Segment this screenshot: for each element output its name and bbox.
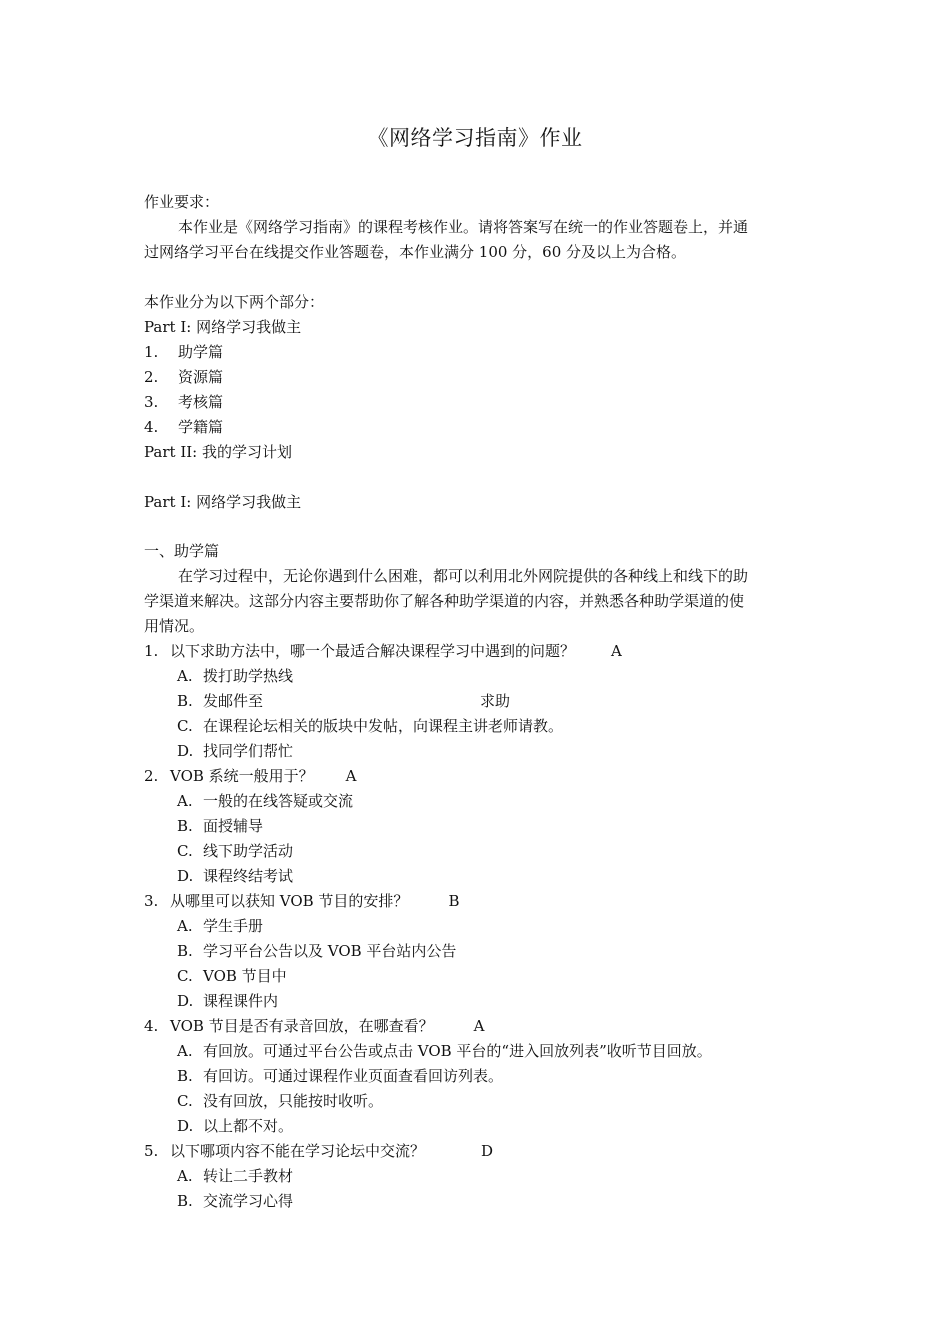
- option-text: 发邮件至: [203, 692, 264, 710]
- question-2: [144, 766, 357, 786]
- option-letter: A.: [177, 917, 193, 935]
- structure-item: [144, 367, 223, 387]
- option-text: VOB 节目中: [203, 967, 287, 985]
- option-text: 在课程论坛相关的版块中发帖，向课程主讲老师请教。: [203, 717, 564, 735]
- section-heading: 一、助学篇: [144, 542, 220, 560]
- option-c: [177, 716, 563, 736]
- requirement-heading: 作业要求：: [144, 193, 220, 211]
- question-1: [144, 641, 622, 661]
- option-letter: A.: [177, 1042, 193, 1060]
- option-letter: B.: [177, 1192, 193, 1210]
- option-text: 交流学习心得: [203, 1192, 294, 1210]
- option-letter: C.: [177, 967, 193, 985]
- option-text: 课程课件内: [203, 992, 279, 1010]
- option-text: 拨打助学热线: [203, 667, 294, 685]
- question-number: 1.: [144, 642, 159, 660]
- option-text: 学生手册: [203, 917, 264, 935]
- question-text: 以下求助方法中，哪一个最适合解决课程学习中遇到的问题？: [170, 642, 576, 660]
- question-4: [144, 1016, 485, 1036]
- option-text: 找同学们帮忙: [203, 742, 294, 760]
- requirement-para-line1: 本作业是《网络学习指南》的课程考核作业。请将答案写在统一的作业答题卷上，并通: [178, 218, 749, 236]
- option-text: 课程终结考试: [203, 867, 294, 885]
- option-b: [177, 691, 263, 711]
- option-c: [177, 966, 287, 986]
- structure-item-num: 1.: [144, 343, 159, 361]
- question-answer: A: [345, 767, 357, 785]
- structure-item: [144, 417, 223, 437]
- structure-item-label: 学籍篇: [178, 418, 224, 436]
- requirement-para-line2: 过网络学习平台在线提交作业答题卷，本作业满分 100 分，60 分及以上为合格。: [144, 243, 687, 261]
- option-letter: B.: [177, 692, 193, 710]
- option-letter: A.: [177, 1167, 193, 1185]
- structure-item-label: 资源篇: [178, 368, 224, 386]
- question-answer: A: [473, 1017, 485, 1035]
- option-b: [177, 816, 263, 836]
- option-letter: B.: [177, 1067, 193, 1085]
- option-b: [177, 1066, 503, 1086]
- option-d: [177, 741, 293, 761]
- option-a: [177, 791, 353, 811]
- structure-item-num: 3.: [144, 393, 159, 411]
- option-b-tail: 求助: [480, 692, 511, 710]
- section-intro-line2: 学渠道来解决。这部分内容主要帮助你了解各种助学渠道的内容，并熟悉各种助学渠道的使: [144, 592, 745, 610]
- question-number: 4.: [144, 1017, 159, 1035]
- question-text: 以下哪项内容不能在学习论坛中交流？: [170, 1142, 426, 1160]
- question-answer: A: [611, 642, 622, 660]
- option-letter: D.: [177, 1117, 194, 1135]
- question-number: 3.: [144, 892, 159, 910]
- option-c: [177, 1091, 383, 1111]
- option-letter: D.: [177, 742, 194, 760]
- option-a: [177, 666, 293, 686]
- question-text: VOB 系统一般用于？: [170, 767, 314, 785]
- structure-item-num: 4.: [144, 418, 159, 436]
- option-a: [177, 1166, 293, 1186]
- page-title: 《网络学习指南》作业: [367, 126, 583, 150]
- option-letter: A.: [177, 792, 193, 810]
- option-letter: C.: [177, 717, 193, 735]
- question-answer: B: [448, 892, 460, 910]
- option-text: 以上都不对。: [203, 1117, 294, 1135]
- structure-part2: Part II: 我的学习计划: [144, 443, 293, 461]
- option-text: 有回访。可通过课程作业页面查看回访列表。: [203, 1067, 504, 1085]
- question-text: 从哪里可以获知 VOB 节目的安排？: [170, 892, 409, 910]
- structure-item: [144, 342, 223, 362]
- option-letter: B.: [177, 942, 193, 960]
- structure-part1: Part I: 网络学习我做主: [144, 318, 302, 336]
- option-b: [177, 1191, 293, 1211]
- option-text: 有回放。可通过平台公告或点击 VOB 平台的“进入回放列表”收听节目回放。: [203, 1042, 712, 1060]
- section-intro-line3: 用情况。: [144, 617, 205, 635]
- option-text: 学习平台公告以及 VOB 平台站内公告: [203, 942, 457, 960]
- option-a: [177, 1041, 712, 1061]
- option-letter: A.: [177, 667, 193, 685]
- option-text: 线下助学活动: [203, 842, 294, 860]
- option-d: [177, 1116, 293, 1136]
- question-number: 5.: [144, 1142, 159, 1160]
- option-text: 没有回放，只能按时收听。: [203, 1092, 384, 1110]
- option-d: [177, 866, 293, 886]
- option-b: [177, 941, 456, 961]
- option-letter: B.: [177, 817, 193, 835]
- option-d: [177, 991, 278, 1011]
- structure-item: [144, 392, 223, 412]
- part1-heading: Part I: 网络学习我做主: [144, 493, 302, 511]
- structure-item-num: 2.: [144, 368, 159, 386]
- structure-item-label: 助学篇: [178, 343, 224, 361]
- structure-intro: 本作业分为以下两个部分：: [144, 293, 325, 311]
- question-5: [144, 1141, 493, 1161]
- question-text: VOB 节目是否有录音回放，在哪查看？: [170, 1017, 434, 1035]
- question-answer: D: [481, 1142, 494, 1160]
- option-c: [177, 841, 293, 861]
- structure-item-label: 考核篇: [178, 393, 224, 411]
- option-letter: C.: [177, 1092, 193, 1110]
- section-intro-line1: 在学习过程中，无论你遇到什么困难，都可以利用北外网院提供的各种线上和线下的助: [178, 567, 749, 585]
- option-text: 转让二手教材: [203, 1167, 294, 1185]
- option-text: 一般的在线答疑或交流: [203, 792, 354, 810]
- question-number: 2.: [144, 767, 159, 785]
- option-text: 面授辅导: [203, 817, 264, 835]
- option-a: [177, 916, 263, 936]
- option-letter: C.: [177, 842, 193, 860]
- option-letter: D.: [177, 992, 194, 1010]
- question-3: [144, 891, 459, 911]
- option-letter: D.: [177, 867, 194, 885]
